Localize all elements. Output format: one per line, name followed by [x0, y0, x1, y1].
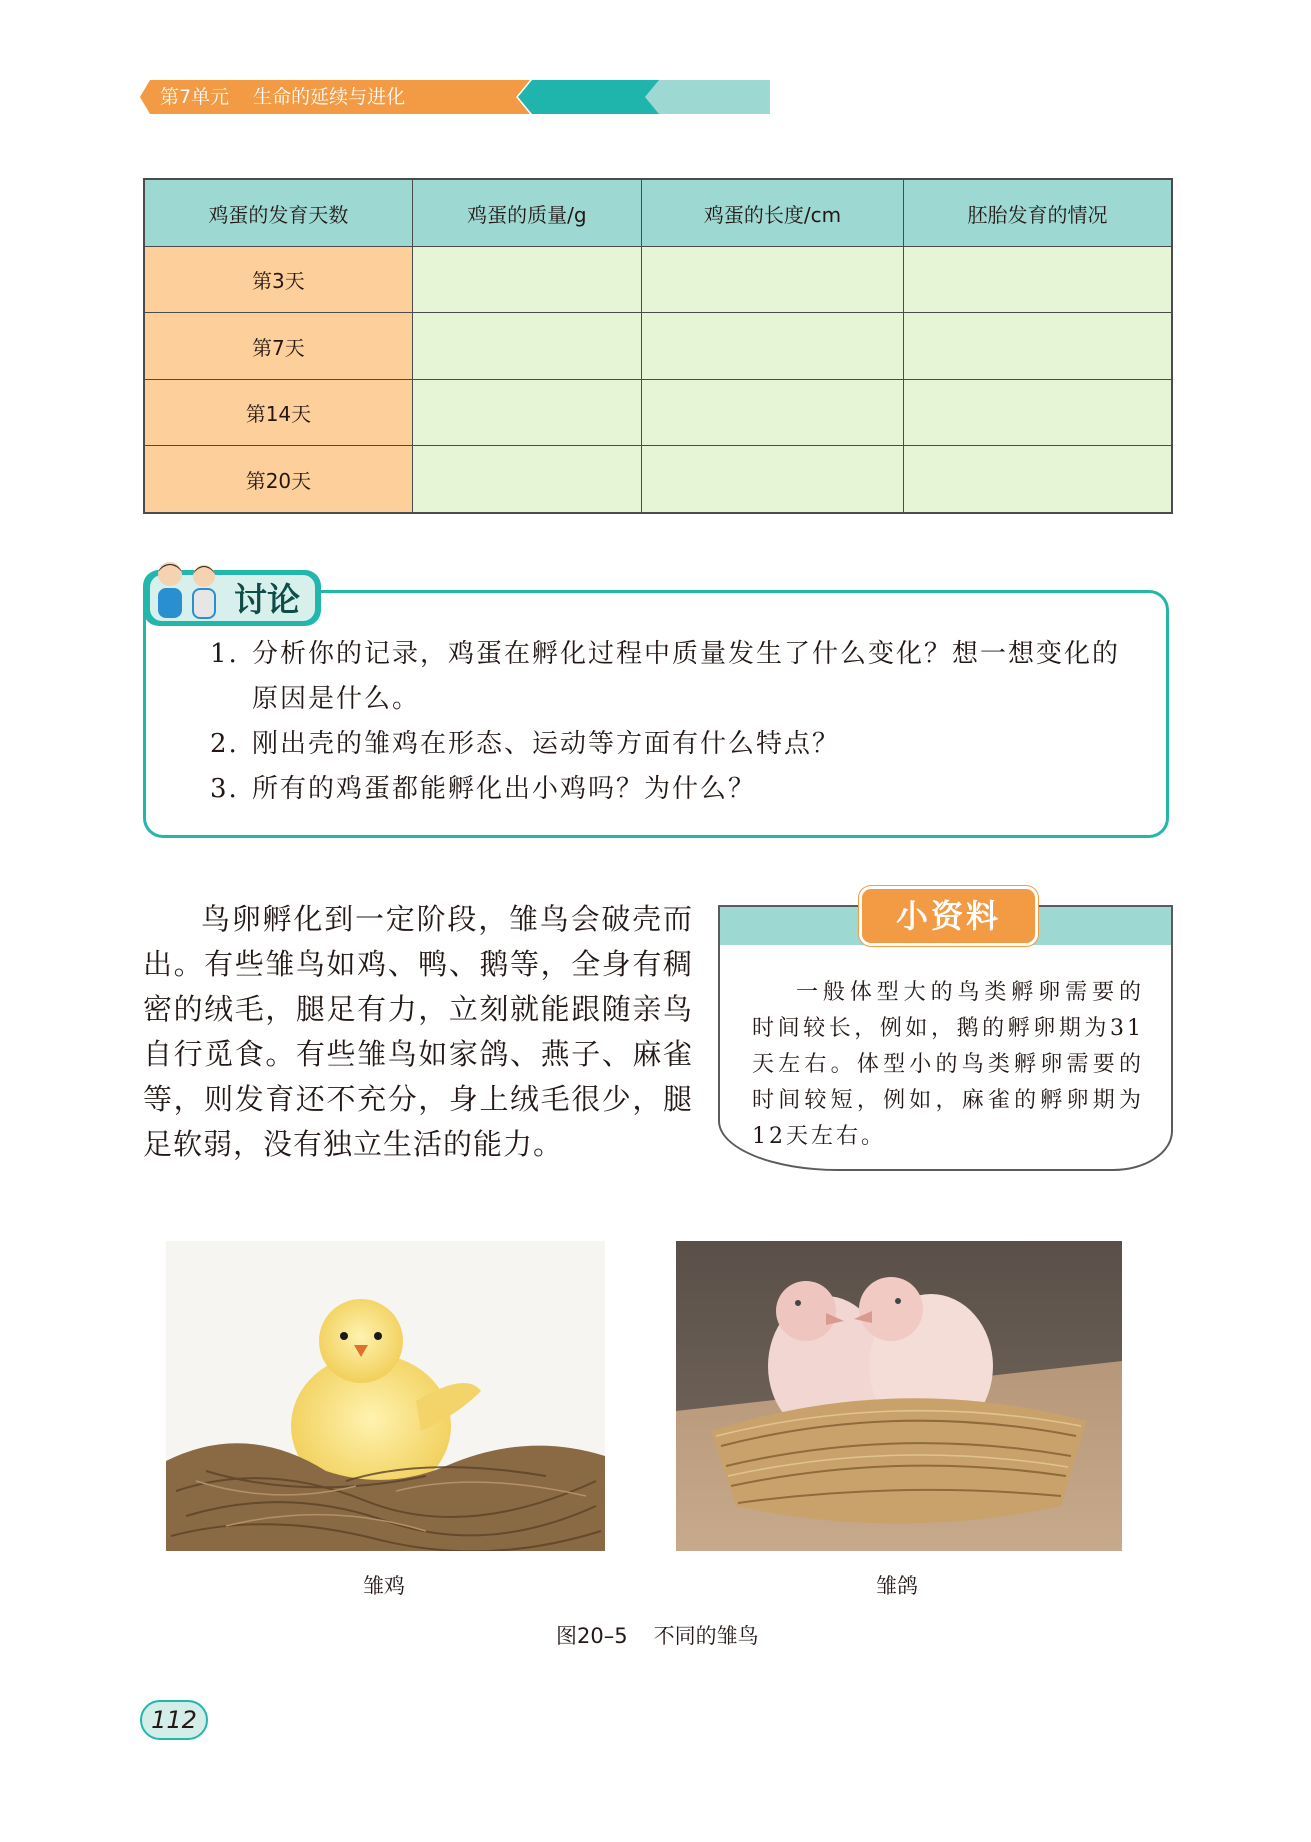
figure-number: 图20–5 — [556, 1624, 628, 1648]
item-text: 所有的鸡蛋都能孵化出小鸡吗？为什么？ — [252, 774, 757, 804]
empty-cell — [904, 313, 1172, 379]
empty-cell — [641, 379, 903, 445]
table-row — [144, 313, 1172, 379]
table-header: 鸡蛋的质量/g — [412, 179, 641, 247]
empty-cell — [641, 247, 903, 313]
empty-cell — [904, 379, 1172, 445]
item-text: 刚出壳的雏鸡在形态、运动等方面有什么特点？ — [252, 729, 841, 759]
table-header: 胚胎发育的情况 — [904, 179, 1172, 247]
info-box-text: 一般体型大的鸟类孵卵需要的时间较长，例如，鹅的孵卵期为31天左右。体型小的鸟类孵卵需要的时间较短，例如，麻雀的孵卵期为12天左右。 — [752, 980, 1144, 1149]
figure-title: 不同的雏鸟 — [653, 1624, 759, 1648]
item-number: 1. — [210, 639, 239, 669]
table-header: 鸡蛋的长度/cm — [641, 179, 903, 247]
item-number: 2. — [210, 729, 239, 759]
item-number: 3. — [210, 774, 239, 804]
unit-banner — [140, 80, 770, 114]
empty-cell — [412, 446, 641, 513]
main-paragraph: 鸟卵孵化到一定阶段，雏鸟会破壳而出。有些雏鸟如鸡、鸭、鹅等，全身有稠密的绒毛，腿足有力，立刻就能跟随亲鸟自行觅食。有些雏鸟如家鸽、燕子、麻雀等，则发育还不充分，身上绒毛很少，腿足软弱，没有独立生活的能力。 — [143, 902, 693, 1161]
empty-cell — [641, 313, 903, 379]
empty-cell — [412, 379, 641, 445]
item-text: 分析你的记录，鸡蛋在孵化过程中质量发生了什么变化？想一想变化的原因是什么。 — [252, 639, 1121, 714]
table-row — [144, 247, 1172, 313]
list-item — [210, 767, 1130, 812]
empty-cell — [412, 247, 641, 313]
table-row — [144, 379, 1172, 445]
day-cell: 第20天 — [144, 446, 412, 513]
caption-chick: 雏鸡 — [363, 1574, 405, 1598]
empty-cell — [904, 247, 1172, 313]
day-cell: 第3天 — [144, 247, 412, 313]
empty-cell — [641, 446, 903, 513]
caption-pigeon: 雏鸽 — [876, 1574, 918, 1598]
unit-number: 第7单元 — [160, 86, 230, 108]
empty-cell — [904, 446, 1172, 513]
info-box-title: 小资料 — [859, 886, 1038, 946]
page-number: 112 — [140, 1700, 208, 1740]
chick-photo — [166, 1241, 605, 1551]
pigeon-photo — [676, 1241, 1122, 1551]
list-item — [210, 722, 1130, 767]
egg-record-table — [143, 178, 1173, 514]
day-cell: 第14天 — [144, 379, 412, 445]
figure-caption — [556, 1620, 759, 1650]
discussion-title: 讨论 — [234, 580, 300, 619]
table-header: 鸡蛋的发育天数 — [144, 179, 412, 247]
list-item — [210, 632, 1130, 722]
day-cell: 第7天 — [144, 313, 412, 379]
unit-header-text — [160, 80, 405, 114]
discussion-list — [210, 632, 1130, 812]
empty-cell — [412, 313, 641, 379]
table-row — [144, 446, 1172, 513]
unit-title: 生命的延续与进化 — [253, 86, 406, 108]
students-icon — [148, 556, 228, 622]
